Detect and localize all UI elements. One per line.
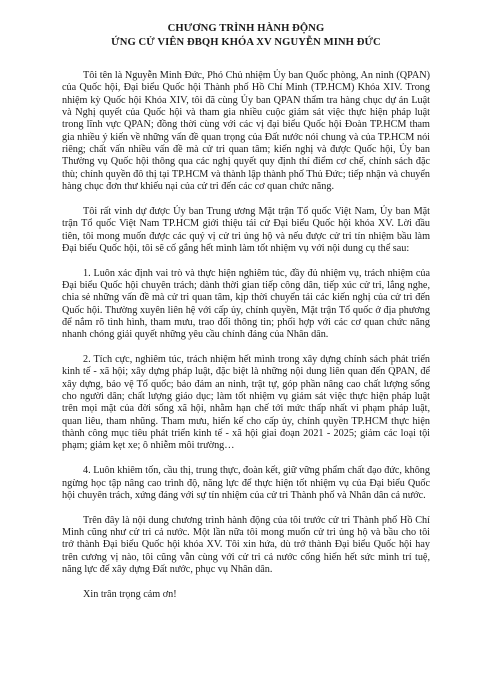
document-title: CHƯƠNG TRÌNH HÀNH ĐỘNG: [167, 23, 325, 34]
commitment-paragraph: Tôi rất vinh dự được Ủy ban Trung ương Mặt trận Tổ quốc Việt Nam, Ủy ban Mặt trận Tổ quốc Việt Nam TP.HCM giới thiệu tái cử Đại biểu Quốc hội khóa XV. Lời đầu tiên, tôi mong muốn được các quý vị cử tri ủng hộ và nếu được cử tri tín nhiệm bầu làm Đại biểu Quốc hội, tôi sẽ cố gắng hết mình làm tốt nhiệm vụ với nội dung cụ thể sau:: [62, 205, 430, 254]
action-item-2: 2. Tích cực, nghiêm túc, trách nhiệm hết mình trong xây dựng chính sách phát triển kinh tế - xã hội; xây dựng pháp luật, đặc biệt là những nội dung liên quan đến QPAN, để xây dựng, bảo vệ Tổ quốc; bảo đảm an ninh, trật tự, góp phần nâng cao chất lượng sống cho người dân; chất lượng giáo dục; làm tốt nhiệm vụ giám sát việc thực hiện pháp luật trên mọi mặt của đời sống xã hội, nhằm hạn chế tới mức thấp nhất vi phạm pháp luật, quan liêu, tham nhũng. Tham mưu, hiến kế cho cấp ủy, chính quyền TP.HCM thực hiện thành công mục tiêu phát triển kinh tế - xã hội giai đoạn 2021 - 2025; giảm các loại tội phạm; giảm kẹt xe; ô nhiễm môi trường…: [62, 354, 430, 452]
document-subtitle: ỨNG CỬ VIÊN ĐBQH KHÓA XV NGUYỄN MINH ĐỨC: [111, 36, 381, 48]
action-item-4: 4. Luôn khiêm tốn, cầu thị, trung thực, đoàn kết, giữ vững phẩm chất đạo đức, không ngừng học tập nâng cao trình độ, năng lực để thực hiện tốt nhiệm vụ của Đại biểu Quốc hội chuyên trách, xứng đáng với sự tín nhiệm của cử tri Thành phố và Nhân dân cả nước.: [62, 465, 430, 501]
conclusion-paragraph: Trên đây là nội dung chương trình hành động của tôi trước cử tri Thành phố Hồ Chí Minh cũng như cử tri cả nước. Một lần nữa tôi mong muốn cử tri ủng hộ và bầu cho tôi trở thành Đại biểu Quốc hội khóa XV. Tôi xin hứa, dù trở thành Đại biểu Quốc hội hay trên cương vị nào, tôi cũng vẫn cùng với cử tri cả nước cống hiến hết sức mình trí tuệ, năng lực để xây dựng Đất nước, phục vụ Nhân dân.: [62, 514, 430, 575]
action-item-1: 1. Luôn xác định vai trò và thực hiện nghiêm túc, đầy đủ nhiệm vụ, trách nhiệm của Đại biểu Quốc hội chuyên trách; dành thời gian tiếp công dân, tiếp xúc cử tri, lắng nghe, chia sẻ những vấn đề mà cử tri quan tâm, kịp thời chuyển tải các kiến nghị của cử tri đến Quốc hội. Thường xuyên liên hệ với cấp ủy, chính quyền, Mặt trận Tổ quốc ở địa phương để nắm rõ tình hình, tham mưu, trao đổi thông tin; phối hợp với các cơ quan chức năng nhanh chóng giải quyết những yêu cầu chính đáng của Nhân dân.: [62, 267, 430, 341]
closing-line: Xin trân trọng cảm ơn!: [83, 588, 177, 600]
intro-paragraph: Tôi tên là Nguyễn Minh Đức, Phó Chủ nhiệm Ủy ban Quốc phòng, An ninh (QPAN) của Quốc hội, Đại biểu Quốc hội Thành phố Hồ Chí Minh (TP.HCM) Khóa XIV. Trong nhiệm kỳ Quốc hội Khóa XIV, tôi đã cùng Ủy ban QPAN thẩm tra hàng chục dự án Luật và Nghị quyết của Quốc hội và tham gia nhiều cuộc giám sát việc thực hiện pháp luật trong lĩnh vực QPAN; đồng thời cùng với các vị đại biểu Quốc hội Đoàn TP.HCM tham gia nhiều ý kiến về những vấn đề quan trọng của Đất nước nói chung và của TP.HCM nói riêng; chất vấn nhiều vấn đề mà cử tri quan tâm; kiến nghị và được Quốc hội, Ủy ban Thường vụ Quốc hội thông qua các nghị quyết quy định thí điểm cơ chế, chính sách đặc thù; chính quyền đô thị tại TP.HCM và thành lập thành phố Thủ Đức; tiếp nhận và chuyển hàng chục đơn thư khiếu nại của cử tri đến các cơ quan chức năng.: [62, 70, 430, 193]
